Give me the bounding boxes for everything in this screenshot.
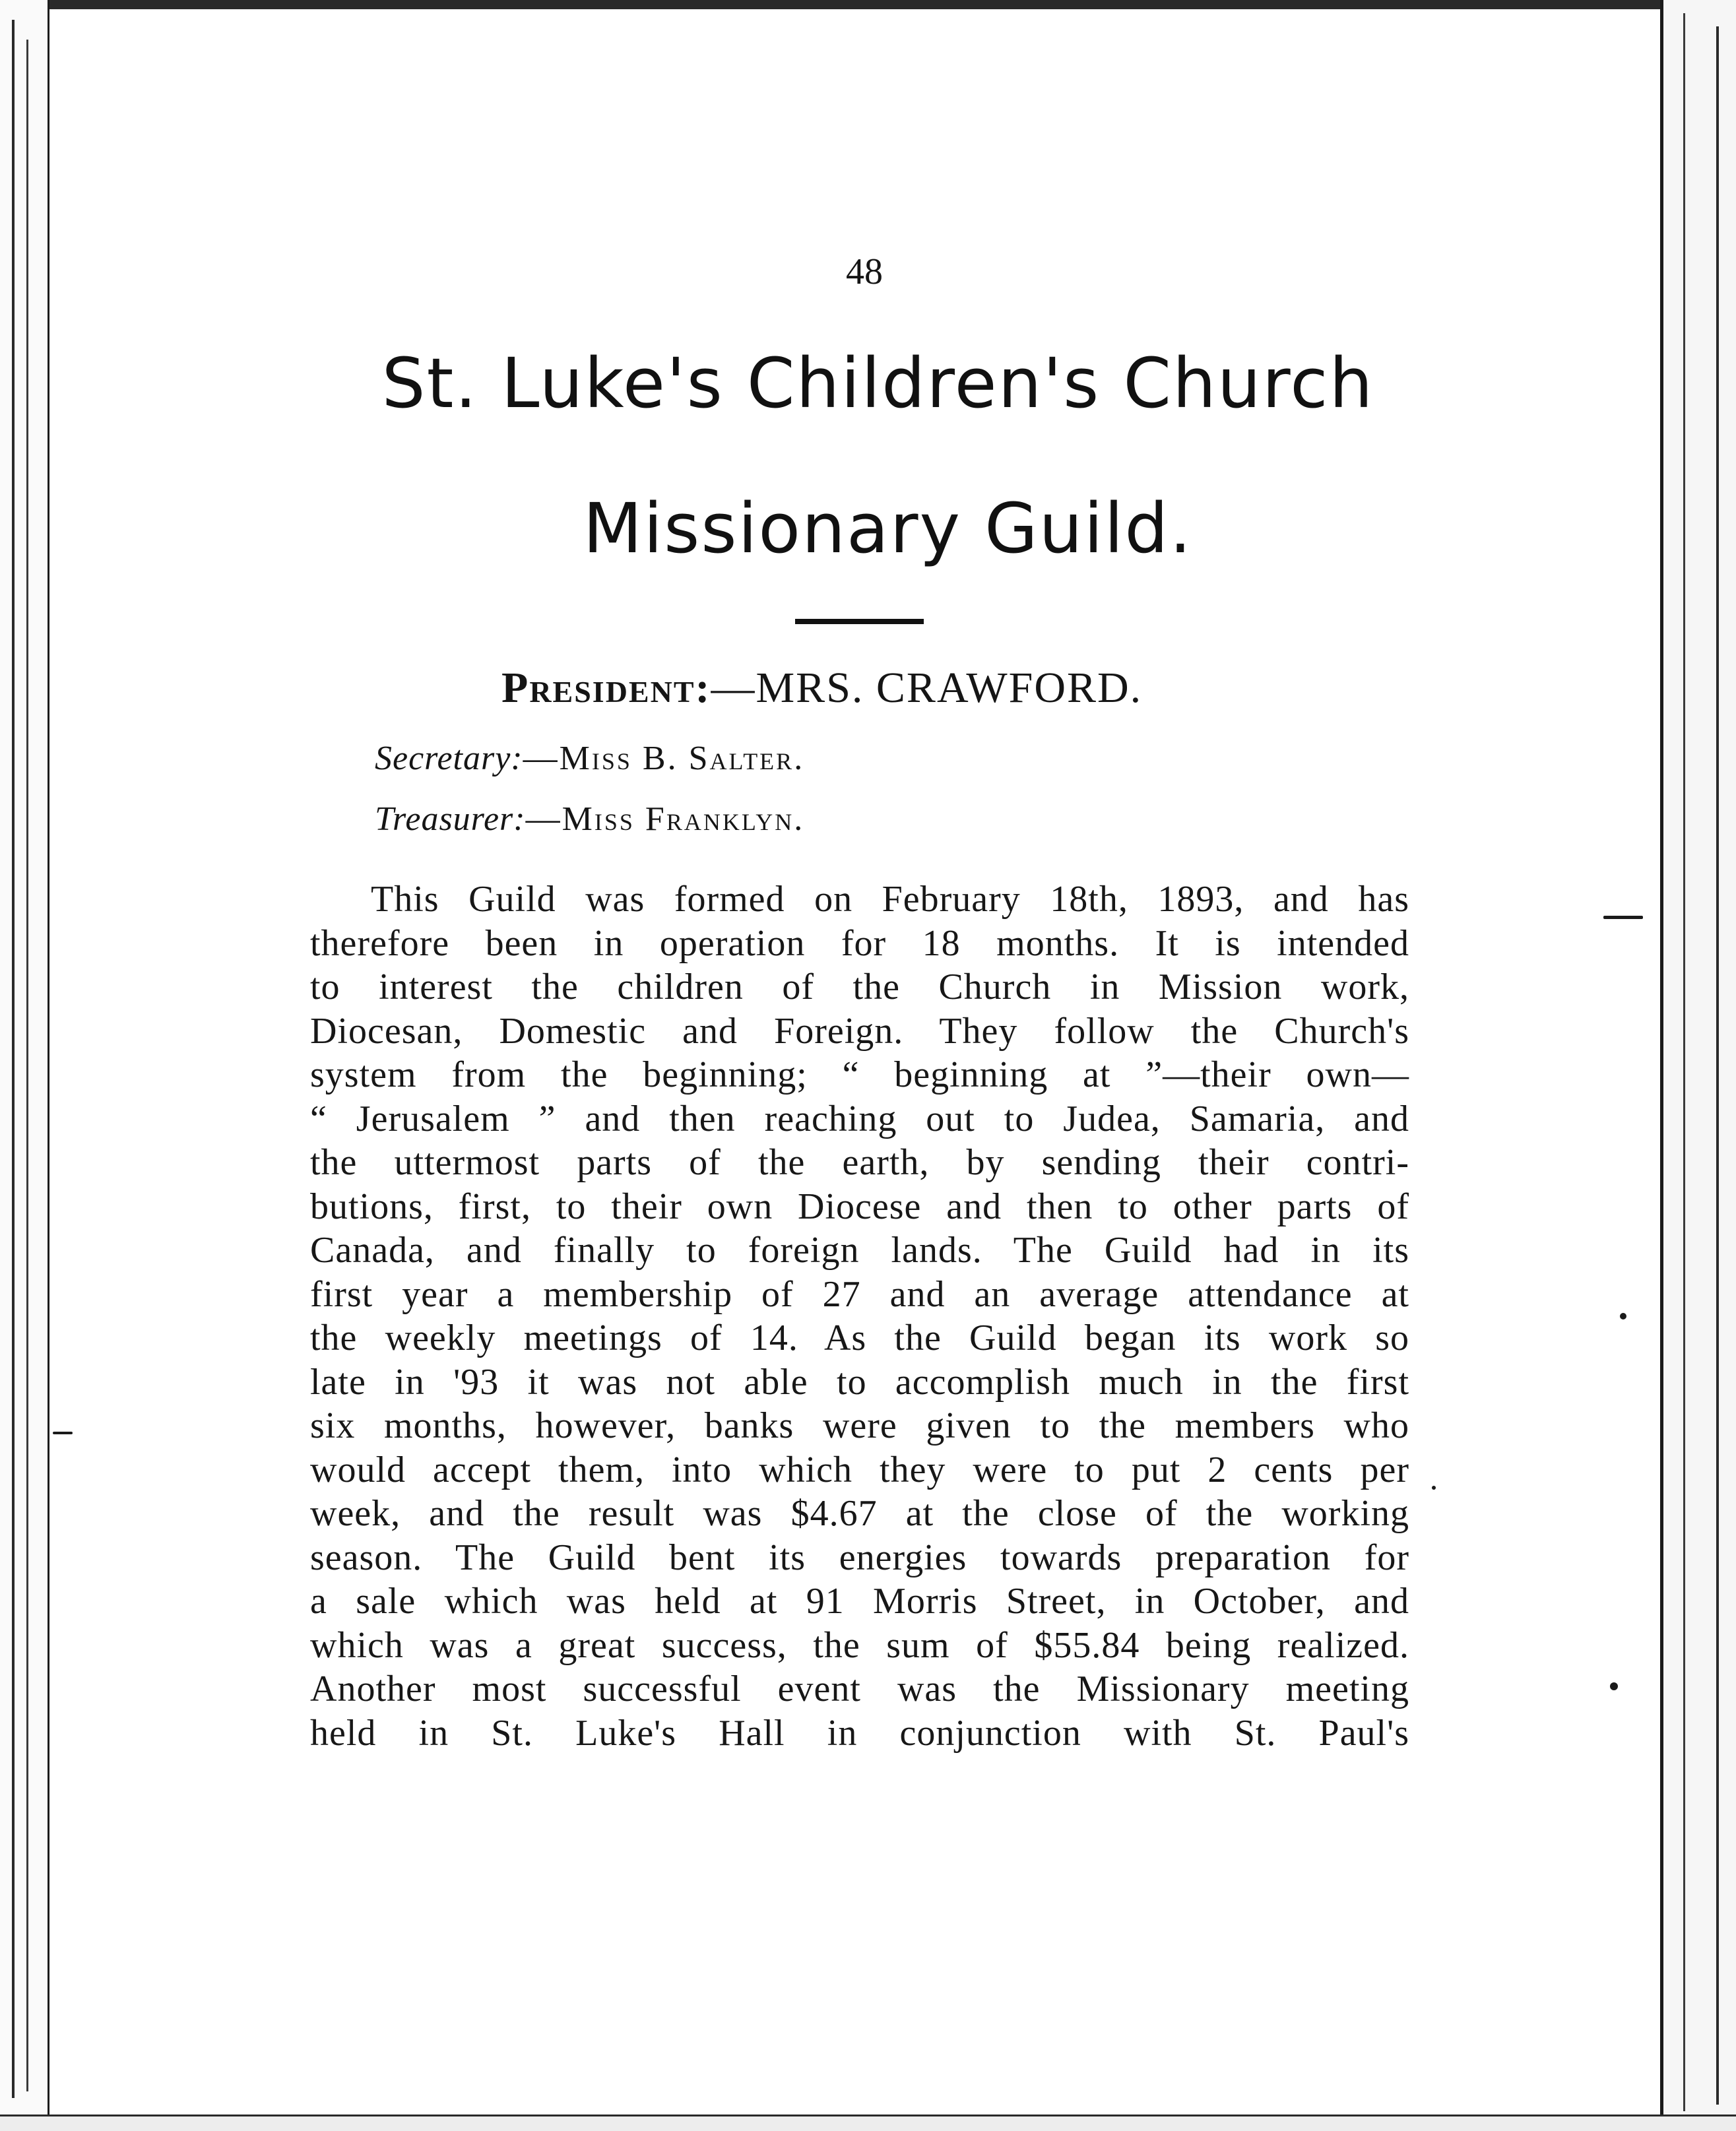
page-number: 48	[846, 251, 883, 292]
body-line: a sale which was held at 91 Morris Street, in October, and	[310, 1581, 1409, 1622]
president-name: MRS. CRAWFORD.	[755, 664, 1143, 712]
scan-speck	[53, 1432, 73, 1434]
page-title-line-2: Missionary Guild.	[583, 488, 1193, 569]
body-line: the uttermost parts of the earth, by sending their contri-	[310, 1142, 1409, 1183]
body-line: six months, however, banks were given to the members who	[310, 1405, 1409, 1446]
scan-edge-right	[1660, 0, 1736, 2129]
officer-treasurer	[375, 800, 804, 839]
scan-edge-bottom	[0, 2115, 1736, 2131]
secretary-name: Miss B. Salter.	[559, 740, 805, 777]
body-line: Another most successful event was the Missionary meeting	[310, 1669, 1409, 1709]
secretary-role: Secretary:	[375, 740, 523, 777]
body-line: Canada, and finally to foreign lands. The Guild had in its	[310, 1230, 1409, 1271]
body-line: season. The Guild bent its energies towards preparation for	[310, 1537, 1409, 1578]
body-line: “ Jerusalem ” and then reaching out to Judea, Samaria, and	[310, 1098, 1409, 1139]
body-paragraph	[310, 877, 1409, 1755]
page-title-line-1: St. Luke's Children's Church	[381, 343, 1374, 424]
body-line: This Guild was formed on February 18th, 1893, and has	[371, 879, 1409, 920]
officer-president	[501, 663, 1142, 713]
body-line: butions, first, to their own Diocese and then to other parts of	[310, 1186, 1409, 1227]
president-dash: —	[711, 664, 756, 712]
body-line: system from the beginning; “ beginning at ”—their own—	[310, 1054, 1409, 1095]
president-role: President:	[501, 664, 711, 712]
body-line: late in '93 it was not able to accomplish much in the first	[310, 1361, 1409, 1403]
body-line: week, and the result was $4.67 at the close of the working	[310, 1493, 1409, 1534]
treasurer-role: Treasurer:	[375, 800, 526, 838]
treasurer-dash: —	[525, 800, 562, 838]
body-line: which was a great success, the sum of $55.84 being realized.	[310, 1624, 1409, 1666]
title-divider	[795, 619, 924, 624]
scan-speck	[1620, 1313, 1626, 1320]
scan-speck	[1610, 1682, 1618, 1690]
body-line: the weekly meetings of 14. As the Guild began its work so	[310, 1318, 1409, 1358]
body-line: would accept them, into which they were to put 2 cents per	[310, 1449, 1409, 1490]
officer-secretary	[375, 739, 804, 778]
scan-speck	[1432, 1486, 1436, 1490]
scan-edge-top	[0, 0, 1736, 9]
secretary-dash: —	[523, 740, 560, 777]
scan-edge-left	[0, 0, 49, 2129]
body-line: first year a membership of 27 and an average attendance at	[310, 1273, 1409, 1315]
scan-speck	[1603, 916, 1643, 919]
body-line: therefore been in operation for 18 months. It is intended	[310, 922, 1409, 964]
body-line: Diocesan, Domestic and Foreign. They follow the Church's	[310, 1010, 1409, 1052]
treasurer-name: Miss Franklyn.	[562, 800, 805, 838]
body-line: held in St. Luke's Hall in conjunction with St. Paul's	[310, 1712, 1409, 1754]
body-line: to interest the children of the Church in Mission work,	[310, 967, 1409, 1007]
